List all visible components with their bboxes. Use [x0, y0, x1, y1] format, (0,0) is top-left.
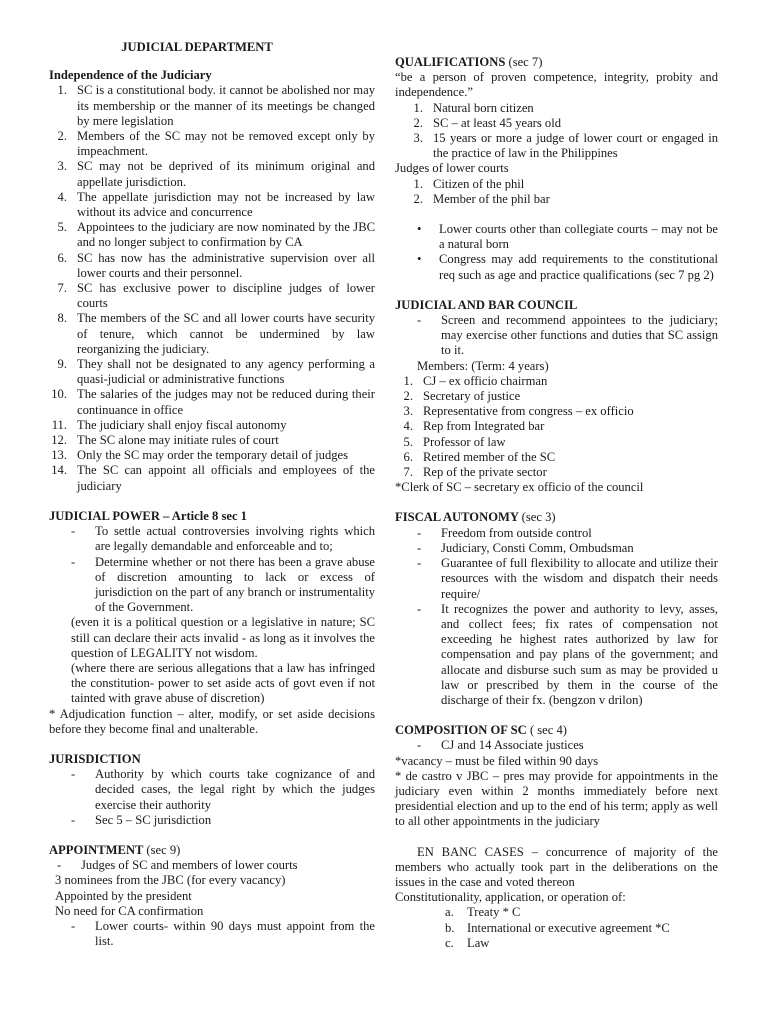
list-marker: 1. [413, 176, 423, 191]
independence-list [49, 83, 375, 493]
jbc-members-list [395, 374, 718, 480]
jurisdiction-list [49, 767, 375, 828]
qualifications-heading-note: (sec 7) [508, 55, 543, 69]
list-item: - Lower courts- within 90 days must appoint from the list. [71, 918, 375, 949]
list-item [395, 541, 718, 556]
list-item-text: SC has exclusive power to discipline judges of lower courts [77, 281, 375, 311]
list-marker: 3. [57, 159, 67, 174]
list-marker: - [71, 767, 76, 782]
list-item-text: Professor of law [423, 434, 506, 449]
qualifications-heading [395, 55, 718, 70]
qualifications-section [395, 55, 718, 283]
list-item-text: Rep of the private sector [423, 465, 547, 480]
list-item-text: Congress may add requirements to the constitutional req such as age and practice qualifications (sec 7 pg 2) [439, 252, 718, 282]
list-item-text: The SC alone may initiate rules of court [77, 433, 279, 448]
jurisdiction-section [49, 752, 375, 828]
list-item-text: Secretary of justice [423, 389, 521, 404]
list-marker: - [71, 812, 76, 827]
list-item [395, 389, 718, 404]
list-item [395, 419, 718, 434]
list-item-text: Freedom from outside control [441, 525, 592, 540]
list-marker: 7. [57, 281, 67, 296]
list-item [395, 602, 718, 708]
list-item-text: It recognizes the power and authority to levy, asses, and collect fees; fix rates of compensation not exceeding he highest rates authorized by law for compensation and pay plans of the government; and allocate and disburse such sum as may be provided u law or prescribed by them in the course of the discharge of their fx. (bengzon v drilon) [441, 601, 718, 707]
list-item [395, 101, 718, 116]
list-item-text: The appellate jurisdiction may not be increased by law without its advice and concurrence [77, 189, 375, 220]
composition-heading-text: COMPOSITION OF SC [395, 723, 527, 738]
list-marker: - [417, 525, 422, 540]
list-item [395, 526, 718, 541]
de-castro-note: * de castro v JBC – pres may provide for appointments in the judiciary even within 2 months immediately before next presidential election and up to the end of his term; apply as well to all other appointments in the judiciary [395, 768, 718, 829]
list-item [395, 252, 718, 282]
independence-section [49, 68, 375, 494]
list-marker: 1. [57, 83, 67, 98]
appointment-dash-text: Judges of SC and members of lower courts [81, 858, 298, 873]
list-item [49, 83, 375, 129]
list-item [395, 116, 718, 131]
list-item-text: Representative from congress – ex officio [423, 404, 634, 419]
appointment-line: 3 nominees from the JBC (for every vacancy) [55, 873, 286, 888]
list-item [49, 251, 375, 281]
list-item-text: The members of the SC and all lower courts have security of tenure, which cannot be undermined by law reorganizing the judiciary. [77, 311, 375, 356]
list-item-text: Citizen of the phil [433, 176, 525, 191]
list-marker: - [417, 556, 422, 571]
list-marker: 2. [57, 129, 67, 144]
list-item-text: To settle actual controversies involving rights which are legally demandable and enforceable and to; [95, 524, 375, 554]
list-item-text: They shall not be designated to any agency performing a quasi-judicial or administrative functions [77, 357, 375, 387]
jbc-note: *Clerk of SC – secretary ex officio of the council [395, 480, 644, 495]
list-item [395, 404, 718, 419]
list-item-text: Natural born citizen [433, 100, 534, 115]
vacancy-note: *vacancy – must be filed within 90 days [395, 753, 599, 768]
list-marker: c. [445, 935, 454, 950]
appointment-line: No need for CA confirmation [55, 903, 204, 918]
composition-section [395, 723, 718, 829]
list-item-text: International or executive agreement *C [467, 920, 670, 935]
list-item-text: Lower courts other than collegiate courts – may not be a natural born [439, 222, 718, 252]
composition-dash-text: CJ and 14 Associate justices [441, 738, 584, 753]
list-item [49, 813, 375, 828]
list-marker: 6. [403, 449, 413, 464]
jbc-heading: JUDICIAL AND BAR COUNCIL [395, 297, 578, 312]
list-marker: - [71, 524, 76, 539]
list-item [49, 448, 375, 463]
list-marker: 4. [403, 419, 413, 434]
list-item-text: The salaries of the judges may not be reduced during their continuance in office [77, 387, 375, 417]
list-item [395, 374, 718, 389]
list-item [49, 311, 375, 357]
list-marker: 13. [51, 448, 67, 463]
list-item-text: SC – at least 45 years old [433, 115, 562, 130]
en-banc-label: Constitutionality, application, or operation of: [395, 890, 626, 905]
jbc-members-label: Members: (Term: 4 years) [417, 358, 549, 373]
en-banc-section [395, 845, 718, 951]
list-marker: 2. [403, 389, 413, 404]
list-item-text: Judiciary, Consti Comm, Ombudsman [441, 540, 634, 555]
list-item-text: Treaty * C [467, 905, 521, 920]
list-item [49, 524, 375, 554]
list-marker: • [417, 252, 422, 267]
list-marker: 3. [403, 404, 413, 419]
list-item-text: The judiciary shall enjoy fiscal autonomy [77, 417, 287, 432]
judicial-power-heading: JUDICIAL POWER – Article 8 sec 1 [49, 508, 247, 523]
list-item: - CJ and 14 Associate justices [395, 738, 718, 753]
independence-heading: Independence of the Judiciary [49, 68, 212, 83]
list-item-text: Law [467, 935, 490, 950]
list-item [49, 555, 375, 616]
list-item [49, 433, 375, 448]
list-item-text: Rep from Integrated bar [423, 419, 545, 434]
left-column [49, 40, 375, 949]
list-item-text: CJ – ex officio chairman [423, 373, 548, 388]
list-item-text: Members of the SC may not be removed except only by impeachment. [77, 129, 375, 159]
list-marker: 3. [413, 131, 423, 146]
appointment-heading [49, 843, 375, 858]
list-marker: 8. [57, 311, 67, 326]
list-item-text: Appointees to the judiciary are now nominated by the JBC and no longer subject to confirmation by CA [77, 220, 375, 250]
appointment-heading-text: APPOINTMENT [49, 842, 144, 857]
list-marker: 2. [413, 191, 423, 206]
list-item [49, 190, 375, 220]
list-item [395, 450, 718, 465]
list-item [395, 192, 718, 207]
list-item [49, 463, 375, 493]
list-marker: 14. [51, 463, 67, 478]
list-item [49, 281, 375, 311]
list-marker: 5. [403, 434, 413, 449]
adjudication-note: * Adjudication function – alter, modify, or set aside decisions before they become final and unalterable. [49, 706, 375, 736]
qualifications-heading-text: QUALIFICATIONS [395, 55, 506, 69]
list-marker: 6. [57, 250, 67, 265]
judicial-power-section [49, 509, 375, 737]
list-item-text: Retired member of the SC [423, 449, 556, 464]
list-item-text: 15 years or more a judge of lower court or engaged in the practice of law in the Philippines [433, 131, 718, 161]
list-marker: b. [445, 920, 455, 935]
list-item [395, 936, 718, 951]
list-marker: 4. [57, 189, 67, 204]
list-item [395, 435, 718, 450]
list-item [395, 222, 718, 252]
list-item [49, 357, 375, 387]
list-item [395, 465, 718, 480]
qualifications-bullets [395, 222, 718, 283]
composition-heading-note: ( sec 4) [529, 723, 567, 738]
list-item [395, 905, 718, 920]
fiscal-heading [395, 510, 718, 525]
appointment-heading-note: (sec 9) [146, 842, 181, 857]
qualifications-list [395, 101, 718, 162]
list-marker: 9. [57, 357, 67, 372]
list-item [49, 387, 375, 417]
composition-heading [395, 723, 718, 738]
en-banc-text: EN BANC CASES – concurrence of majority of the members who actually took part in the deliberations on the issues in the case and voted thereon [395, 844, 718, 889]
lower-courts-list [395, 177, 718, 207]
list-marker: - [417, 540, 422, 555]
judicial-power-note: (where there are serious allegations that a law has infringed the constitution- power to set aside acts of govt even if not tainted with grave abuse of discretion) [71, 660, 375, 706]
appointment-lines [49, 873, 375, 919]
list-item [49, 418, 375, 433]
list-marker: 1. [403, 373, 413, 388]
list-marker: • [417, 222, 422, 237]
list-item-text: SC is a constitutional body. it cannot be abolished nor may its membership or the manner of its meetings be changed by mere legislation [77, 83, 375, 128]
fiscal-heading-note: (sec 3) [521, 510, 556, 525]
list-item [49, 129, 375, 159]
list-marker: 10. [51, 387, 67, 402]
document-title: JUDICIAL DEPARTMENT [121, 40, 273, 54]
list-item-text: Member of the phil bar [433, 191, 550, 206]
fiscal-heading-text: FISCAL AUTONOMY [395, 510, 519, 525]
fiscal-list [395, 526, 718, 708]
right-column [395, 55, 718, 951]
jbc-section [395, 298, 718, 496]
list-item-text: Only the SC may order the temporary detail of judges [77, 448, 349, 463]
list-item [395, 177, 718, 192]
list-marker: - [417, 601, 422, 616]
list-item-text: SC may not be deprived of its minimum original and appellate jurisdiction. [77, 159, 375, 189]
list-marker: - [71, 554, 76, 569]
list-item: - Judges of SC and members of lower courts [49, 858, 375, 873]
list-item [49, 159, 375, 189]
list-item: - Screen and recommend appointees to the judiciary; may exercise other functions and duties that SC assign to it. [417, 313, 718, 358]
list-marker: 1. [413, 100, 423, 115]
appointment-dash-text: Lower courts- within 90 days must appoint from the list. [95, 918, 375, 949]
list-marker: 12. [51, 433, 67, 448]
list-item-text: Guarantee of full flexibility to allocate and utilize their resources with the wisdom and dispatch their needs require/ [441, 556, 718, 601]
qualifications-quote: “be a person of proven competence, integrity, probity and independence.” [395, 70, 718, 100]
list-marker: 5. [57, 220, 67, 235]
list-item-text: Authority by which courts take cognizance of and decided cases, the legal right by which the judges exercise their authority [95, 767, 375, 812]
list-marker: 2. [413, 115, 423, 130]
list-item [49, 220, 375, 250]
judicial-power-list [49, 524, 375, 615]
list-item [49, 767, 375, 813]
list-item-text: SC has now has the administrative supervision over all lower courts and their personnel. [77, 250, 375, 280]
en-banc-list [395, 905, 718, 951]
list-item [395, 131, 718, 161]
fiscal-section [395, 510, 718, 708]
judicial-power-note: (even it is a political question or a legislative in nature; SC still can declare their acts invalid - as long as it involves the question of LEGALITY not wisdom. [71, 615, 375, 660]
lower-courts-label: Judges of lower courts [395, 161, 509, 176]
list-marker: 7. [403, 465, 413, 480]
list-marker: a. [445, 905, 454, 920]
list-item-text: Sec 5 – SC jurisdiction [95, 812, 212, 827]
jbc-dash-text: Screen and recommend appointees to the judiciary; may exercise other functions and duties that SC assign to it. [441, 313, 718, 358]
list-item-text: Determine whether or not there has been a grave abuse of discretion amounting to lack or excess of jurisdiction on the part of any branch or instrumentality of the Government. [95, 554, 375, 615]
list-item [395, 921, 718, 936]
list-marker: 11. [51, 417, 67, 432]
appointment-line: Appointed by the president [55, 888, 192, 903]
list-item [395, 556, 718, 602]
appointment-section [49, 843, 375, 949]
list-item-text: The SC can appoint all officials and employees of the judiciary [77, 463, 375, 493]
jurisdiction-heading: JURISDICTION [49, 751, 141, 766]
